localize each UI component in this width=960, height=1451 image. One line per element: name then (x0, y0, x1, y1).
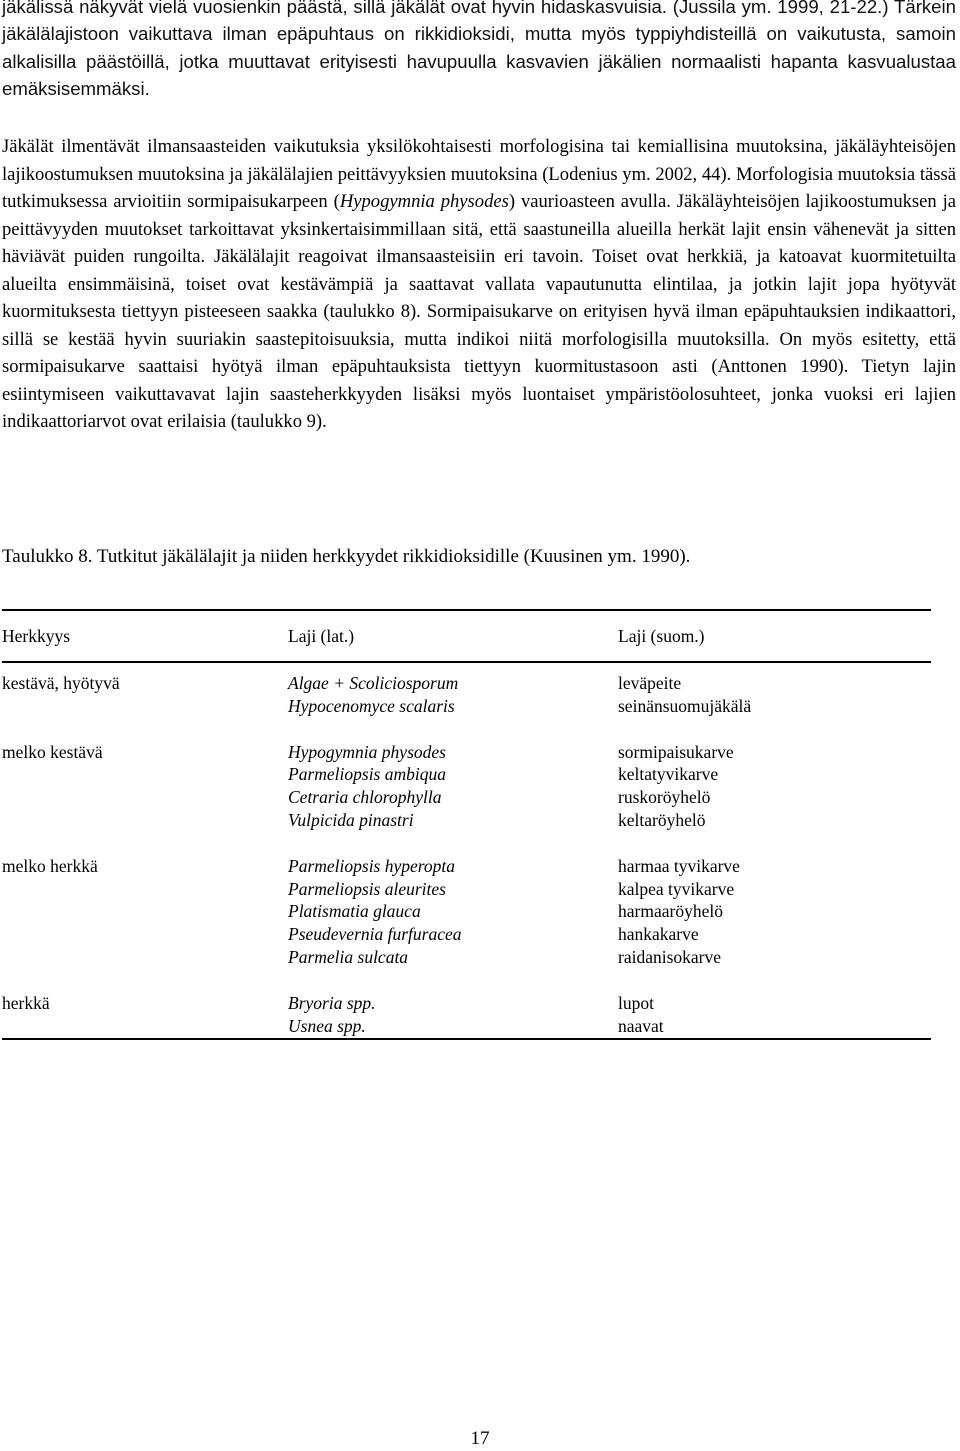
latin-name-cell: Platismatia glauca (288, 901, 421, 922)
finnish-name-cell: harmaa tyvikarve (618, 855, 740, 876)
finnish-name-cell: leväpeite (618, 673, 682, 693)
sensitivity-cell: kestävä, hyötyvä (2, 673, 120, 693)
latin-name-cell: Pseudevernia furfuracea (288, 924, 462, 945)
finnish-name-cell: seinänsuomujäkälä (618, 695, 752, 716)
finnish-name-cell: kalpea tyvikarve (618, 878, 735, 899)
table-group (2, 992, 931, 1038)
table-row (2, 786, 931, 809)
finnish-name-cell: harmaaröyhelö (618, 901, 723, 922)
paragraph-2-species: Hypogymnia physodes (339, 191, 509, 212)
sensitivity-cell: melko herkkä (2, 855, 98, 876)
table-row (2, 741, 931, 764)
paragraph-2-after: ) vaurioasteen avulla. Jäkäläyhteisöjen lajikoostumuksen ja peittävyyden muutokset tarkoittavat yksinkertaisimmillaan sitä, että saastuneilla alueilla herkät lajit ensin vähenevät ja sitten häviävät puiden rungoilta. Jäkälälajit reagoivat ilmansaasteisiin eri tavoin. Toiset ovat herkkiä, ja katoavat kuormitetuilta alueilta ensimmäisinä, toiset ovat kestävämpiä ja saattavat vallata vapautunutta elintilaa, ja jotkin lajit jopa hyötyvät kuormituksesta tiettyyn pisteeseen saakka (taulukko 8). Sormipaisukarve on erityisen hyvä ilman epäpuhtauksien indikaattori, sillä se kestää hyvin suuriakin saastepitoisuuksia, mutta indikoi niitä morfologisilla muutoksilla. On myös esitetty, että sormipaisukarve saattaisi hyötyä ilman epäpuhtauksista tiettyyn kuormitustasoon asti (Anttonen 1990). Tietyn lajin esiintymiseen vaikuttavavat lajin saasteherkkyyden lisäksi myös luontaiset ympäristöolosuhteet, jonka vuoksi eri lajien indikaattoriarvot ovat erilaisia (taulukko 9). (2, 191, 956, 432)
sensitivity-cell: melko kestävä (2, 741, 103, 762)
latin-name-cell: Cetraria chlorophylla (288, 787, 442, 808)
latin-name-cell: Algae + Scoliciosporum (288, 673, 459, 693)
header-finnish-name: Laji (suom.) (618, 626, 705, 646)
finnish-name-cell: keltaröyhelö (618, 809, 706, 830)
table-row (2, 992, 931, 1015)
header-latin-name: Laji (lat.) (288, 626, 355, 646)
latin-name-cell: Parmeliopsis ambiqua (288, 764, 446, 785)
table-bottom-rule (2, 1038, 931, 1040)
table-row (2, 923, 931, 946)
paragraph-1: jäkälissä näkyvät vielä vuosienkin päästä, sillä jäkälät ovat hyvin hidaskasvuisia. (Jussila ym. 1999, 21-22.) Tärkein jäkälälajistoon vaikuttava ilman epäpuhtaus on rikkidioksidi, mutta myös typpiyhdisteillä on vaikutusta, samoin alkalisilla päästöillä, jotka muuttavat erityisesti havupuulla kasvavien jäkälien normaalisti hapanta kasvualustaa emäksisemmäksi. (2, 0, 956, 99)
table-group (2, 672, 931, 718)
latin-name-cell: Bryoria spp. (288, 992, 376, 1013)
finnish-name-cell: naavat (618, 1015, 664, 1036)
latin-name-cell: Parmeliopsis hyperopta (288, 855, 456, 876)
table-group (2, 855, 931, 969)
table-caption: Taulukko 8. Tutkitut jäkälälajit ja niiden herkkyydet rikkidioksidille (Kuusinen ym. 1990). (2, 546, 691, 567)
latin-name-cell: Hypocenomyce scalaris (288, 695, 455, 716)
table-row (2, 855, 931, 878)
sensitivity-cell: herkkä (2, 992, 50, 1013)
latin-name-cell: Usnea spp. (288, 1015, 366, 1036)
finnish-name-cell: sormipaisukarve (618, 741, 734, 762)
finnish-name-cell: lupot (618, 992, 654, 1013)
paragraph-2 (2, 133, 956, 436)
table-header-rule (2, 661, 931, 663)
table-row (2, 946, 931, 969)
latin-name-cell: Parmeliopsis aleurites (288, 878, 446, 899)
table-row (2, 695, 931, 718)
finnish-name-cell: raidanisokarve (618, 946, 722, 967)
header-sensitivity: Herkkyys (2, 626, 71, 646)
table-row (2, 763, 931, 786)
table-body (2, 672, 931, 1037)
table-top-rule (2, 609, 931, 611)
latin-name-cell: Hypogymnia physodes (288, 741, 446, 762)
table-row (2, 672, 931, 695)
finnish-name-cell: hankakarve (618, 924, 699, 945)
finnish-name-cell: keltatyvikarve (618, 764, 719, 785)
table-group (2, 741, 931, 832)
table-row (2, 900, 931, 923)
table-row (2, 878, 931, 901)
latin-name-cell: Parmelia sulcata (288, 946, 409, 967)
latin-name-cell: Vulpicida pinastri (288, 809, 414, 830)
finnish-name-cell: ruskoröyhelö (618, 787, 711, 808)
paragraph-2-before: Jäkälät ilmentävät ilmansaasteiden vaikutuksia yksilökohtaisesti morfologisina tai kemiallisina muutoksina, jäkäläyhteisöjen lajikoostumuksen muutoksina ja jäkälälajien peittävyyksien muutoksina (Lodenius ym. 2002, 44). Morfologisia muutoksia tässä tutkimuksessa arvioitiin sormipaisukarpeen ( (2, 136, 956, 212)
table-row (2, 809, 931, 832)
page-number: 17 (470, 1428, 490, 1449)
table-row (2, 1015, 931, 1038)
